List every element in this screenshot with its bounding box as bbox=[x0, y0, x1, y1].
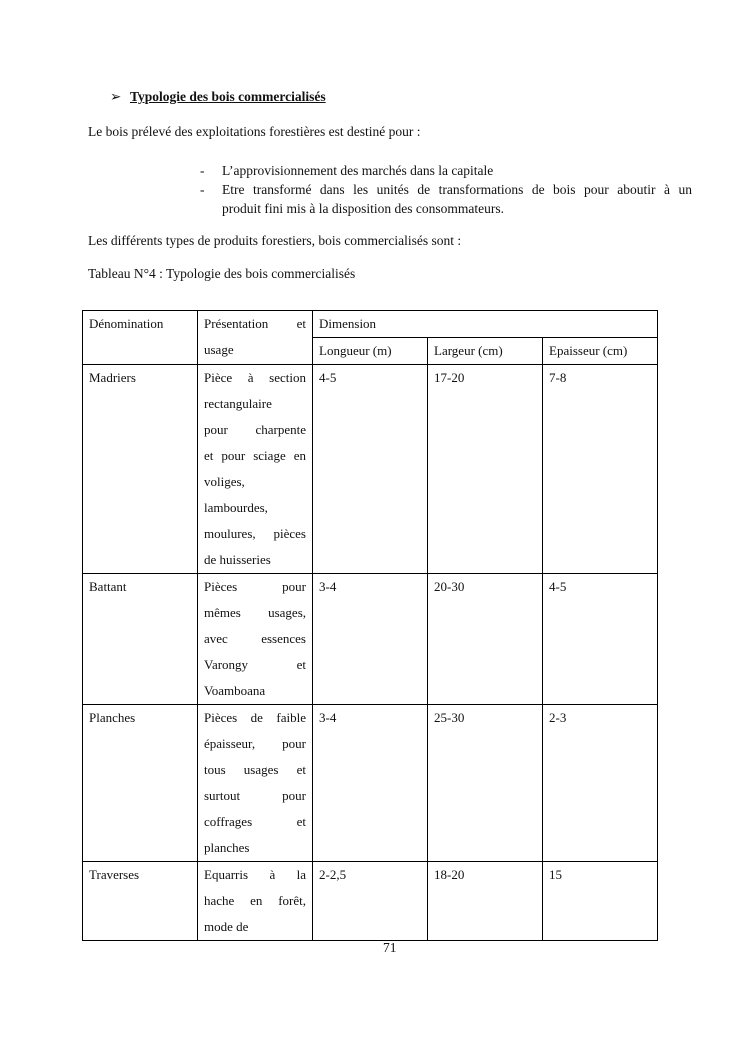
types-paragraph: Les différents types de produits forestiers, bois commercialisés sont : bbox=[88, 233, 462, 248]
header-presentation bbox=[198, 311, 313, 365]
presentation-line: moulures, pièces bbox=[204, 526, 306, 541]
list-item bbox=[200, 161, 692, 180]
wood-typology-table bbox=[82, 310, 658, 941]
header-epaisseur: Epaisseur (cm) bbox=[543, 338, 658, 365]
presentation-line: Varongy et bbox=[204, 657, 306, 672]
cell-presentation bbox=[198, 365, 313, 574]
header-presentation-line: usage bbox=[204, 342, 234, 357]
cell-epaisseur: 15 bbox=[543, 862, 658, 941]
presentation-line: pour charpente bbox=[204, 422, 306, 437]
presentation-line: Pièce à section bbox=[204, 370, 306, 385]
cell-denomination: Traverses bbox=[83, 862, 198, 941]
cell-epaisseur: 7-8 bbox=[543, 365, 658, 574]
table-caption: Tableau N°4 : Typologie des bois commercialisés bbox=[88, 266, 356, 281]
cell-largeur: 17-20 bbox=[428, 365, 543, 574]
header-longueur: Longueur (m) bbox=[313, 338, 428, 365]
section-title: Typologie des bois commercialisés bbox=[130, 89, 326, 104]
cell-denomination: Planches bbox=[83, 705, 198, 862]
header-dimension: Dimension bbox=[313, 311, 658, 338]
bullet-text-line: Etre transformé dans les unités de transformations de bois pour aboutir à un bbox=[222, 182, 692, 197]
list-item bbox=[200, 180, 692, 218]
cell-longueur: 4-5 bbox=[313, 365, 428, 574]
page-number: 71 bbox=[383, 940, 397, 955]
cell-largeur: 18-20 bbox=[428, 862, 543, 941]
cell-presentation bbox=[198, 574, 313, 705]
presentation-line: planches bbox=[204, 840, 250, 855]
presentation-line: Pièces de faible bbox=[204, 710, 306, 725]
header-presentation-line: Présentation et bbox=[204, 316, 306, 331]
table-header-row bbox=[83, 311, 658, 338]
cell-presentation bbox=[198, 705, 313, 862]
table-row bbox=[83, 862, 658, 941]
table-row bbox=[83, 574, 658, 705]
presentation-line: mêmes usages, bbox=[204, 605, 306, 620]
bullet-text-line: produit fini mis à la disposition des consommateurs. bbox=[222, 201, 504, 216]
cell-largeur: 20-30 bbox=[428, 574, 543, 705]
presentation-line: épaisseur, pour bbox=[204, 736, 306, 751]
bullet-list bbox=[200, 161, 692, 218]
section-heading bbox=[110, 89, 326, 105]
header-denomination: Dénomination bbox=[83, 311, 198, 365]
dash-bullet: - bbox=[200, 182, 205, 197]
presentation-line: voliges, bbox=[204, 474, 245, 489]
intro-paragraph: Le bois prélevé des exploitations forestières est destiné pour : bbox=[88, 124, 421, 139]
dash-bullet: - bbox=[200, 163, 205, 178]
presentation-line: tous usages et bbox=[204, 762, 306, 777]
presentation-line: et pour sciage en bbox=[204, 448, 306, 463]
presentation-line: Pièces pour bbox=[204, 579, 306, 594]
cell-epaisseur: 4-5 bbox=[543, 574, 658, 705]
presentation-line: coffrages et bbox=[204, 814, 306, 829]
table-row bbox=[83, 365, 658, 574]
presentation-line: Voamboana bbox=[204, 683, 266, 698]
presentation-line: surtout pour bbox=[204, 788, 306, 803]
presentation-line: hache en forêt, bbox=[204, 893, 306, 908]
presentation-line: mode de bbox=[204, 919, 249, 934]
presentation-line: Equarris à la bbox=[204, 867, 306, 882]
arrow-bullet-icon: ➢ bbox=[110, 89, 122, 104]
cell-longueur: 2-2,5 bbox=[313, 862, 428, 941]
cell-presentation bbox=[198, 862, 313, 941]
cell-largeur: 25-30 bbox=[428, 705, 543, 862]
presentation-line: lambourdes, bbox=[204, 500, 268, 515]
presentation-line: de huisseries bbox=[204, 552, 271, 567]
header-largeur: Largeur (cm) bbox=[428, 338, 543, 365]
table-row bbox=[83, 705, 658, 862]
cell-longueur: 3-4 bbox=[313, 574, 428, 705]
bullet-text: L’approvisionnement des marchés dans la capitale bbox=[222, 163, 494, 178]
presentation-line: avec essences bbox=[204, 631, 306, 646]
cell-denomination: Battant bbox=[83, 574, 198, 705]
cell-longueur: 3-4 bbox=[313, 705, 428, 862]
cell-denomination: Madriers bbox=[83, 365, 198, 574]
cell-epaisseur: 2-3 bbox=[543, 705, 658, 862]
presentation-line: rectangulaire bbox=[204, 396, 272, 411]
bullet-text bbox=[222, 180, 692, 218]
